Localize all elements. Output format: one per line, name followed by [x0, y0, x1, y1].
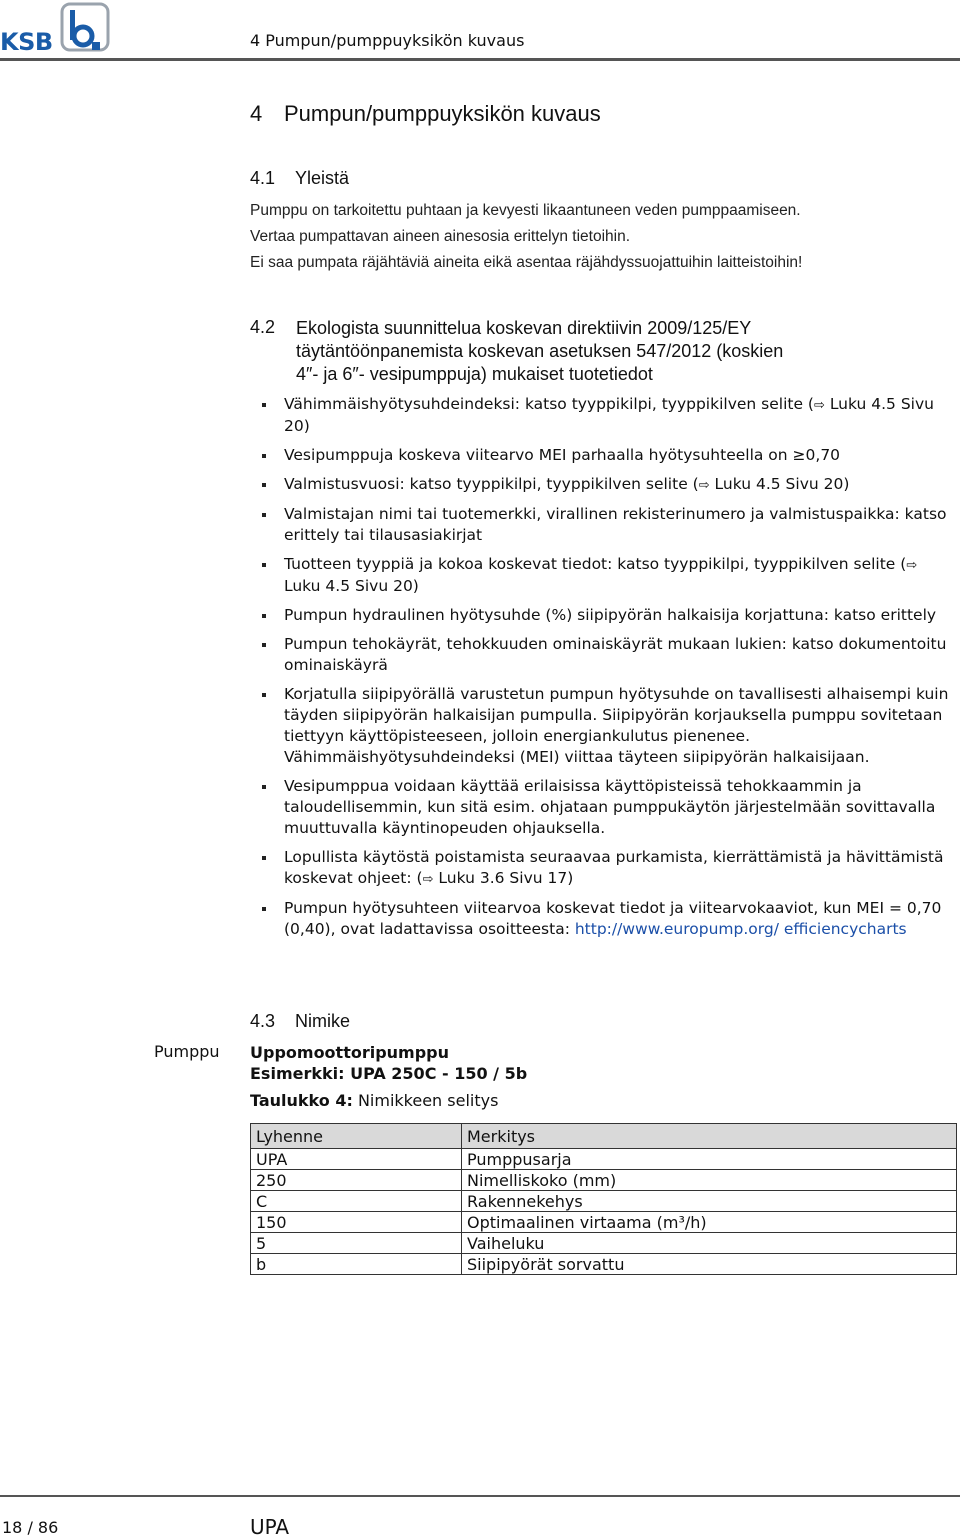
table-cell: Optimaalinen virtaama (m³/h)	[462, 1212, 957, 1233]
footer-product: UPA	[250, 1515, 290, 1539]
arrow-right-icon: ⇨	[698, 478, 710, 493]
header-divider	[0, 58, 960, 61]
designation-example: Esimerkki: UPA 250C - 150 / 5b	[250, 1064, 528, 1083]
body-line: Ei saa pumpata räjähtäviä aineita eikä asentaa räjähdyssuojattuihin laitteistoihin!	[250, 254, 803, 271]
pump-type: Uppomoottoripumppu	[250, 1043, 450, 1062]
section-number: 4.3	[250, 1011, 276, 1031]
europump-link[interactable]: http://www.europump.org/ efficiencycharts	[574, 920, 907, 938]
list-item: Lopullista käytöstä poistamista seuraavaa purkamista, kierrättämistä ja hävittämistä koskevat ohjeet: (⇨ Luku 3.6 Sivu 17)	[262, 847, 952, 890]
arrow-right-icon: ⇨	[813, 398, 825, 413]
ksb-logo-text: KSB	[0, 28, 53, 56]
table-cell: b	[251, 1254, 462, 1275]
bullet-icon	[262, 856, 266, 860]
chapter-number: 4	[250, 101, 263, 126]
cross-reference[interactable]: Luku 4.5 Sivu 20)	[284, 577, 419, 595]
column-header: Lyhenne	[251, 1124, 462, 1149]
cross-reference[interactable]: Luku 3.6 Sivu 17)	[433, 869, 574, 887]
side-label: Pumppu	[154, 1042, 220, 1061]
bullet-icon	[262, 483, 266, 487]
table-row	[251, 1191, 957, 1212]
arrow-right-icon: ⇨	[422, 872, 434, 887]
chapter-title	[250, 101, 601, 127]
list-item: Vesipumppuja koskeva viitearvo MEI parhaalla hyötysuhteella on ≥0,70	[262, 445, 952, 466]
page-number: 18 / 86	[2, 1518, 59, 1537]
chapter-title-text: Pumpun/pumppuyksikön kuvaus	[284, 101, 601, 126]
table-cell: Vaiheluku	[462, 1233, 957, 1254]
list-item: Valmistusvuosi: katso tyyppikilpi, tyyppikilven selite (⇨ Luku 4.5 Sivu 20)	[262, 474, 952, 496]
bullet-icon	[262, 454, 266, 458]
list-item: Pumpun hydraulinen hyötysuhde (%) siipipyörän halkaisija korjattuna: katso erittely	[262, 605, 952, 626]
list-item: Vesipumppua voidaan käyttää erilaisissa käyttöpisteissä tehokkaammin ja taloudellisemmin, kun sitä esim. ohjataan pumppukäytön järjestelmään sovittavalla muuttuvalla käyntinopeuden ohjauksella.	[262, 776, 952, 839]
table-cell: C	[251, 1191, 462, 1212]
bullet-icon	[262, 643, 266, 647]
table-row	[251, 1254, 957, 1275]
section-4-3-heading	[250, 1011, 350, 1032]
running-title: 4 Pumpun/pumppuyksikön kuvaus	[250, 31, 525, 50]
arrow-right-icon: ⇨	[906, 558, 918, 573]
bullet-icon	[262, 907, 266, 911]
product-info-list	[262, 394, 952, 948]
table-row	[251, 1170, 957, 1191]
section-4-2-heading	[250, 317, 810, 386]
bullet-icon	[262, 614, 266, 618]
ksb-logo-mark-icon	[58, 2, 112, 54]
footer-divider	[0, 1495, 960, 1497]
table-cell: 5	[251, 1233, 462, 1254]
list-item: Pumpun hyötysuhteen viitearvoa koskevat tiedot ja viitearvokaaviot, kun MEI = 0,70 (0,40), ovat ladattavissa osoitteesta: http://www.europump.org/ efficiencycharts	[262, 898, 952, 940]
table-caption-label: Taulukko 4:	[250, 1091, 353, 1110]
designation-table	[250, 1123, 957, 1275]
section-number: 4.2	[250, 317, 276, 337]
table-cell: Nimelliskoko (mm)	[462, 1170, 957, 1191]
body-line: Vertaa pumpattavan aineen ainesosia erittelyn tietoihin.	[250, 228, 630, 245]
list-item: Pumpun tehokäyrät, tehokkuuden ominaiskäyrät mukaan lukien: katso dokumentoitu ominaiskäyrä	[262, 634, 952, 676]
list-item: Korjatulla siipipyörällä varustetun pumpun hyötysuhde on tavallisesti alhaisempi kuin täyden siipipyörän halkaisijan pumpulla. Siipipyörän korjauksella pumppu sovitetaan tiettyyn käyttöpisteeseen, jolloin energiankulutus pienenee. Vähimmäishyötysuhdeindeksi (MEI) viittaa täyteen siipipyörän halkaisijaan.	[262, 684, 952, 768]
bullet-icon	[262, 563, 266, 567]
bullet-icon	[262, 785, 266, 789]
body-line: Pumppu on tarkoitettu puhtaan ja kevyesti likaantuneen veden pumppaamiseen.	[250, 202, 801, 219]
cross-reference[interactable]: Luku 4.5 Sivu 20)	[709, 475, 850, 493]
bullet-icon	[262, 513, 266, 517]
section-title: Yleistä	[295, 168, 350, 188]
table-cell: Siipipyörät sorvattu	[462, 1254, 957, 1275]
ksb-logo	[0, 2, 114, 54]
section-title: Nimike	[295, 1011, 351, 1031]
table-caption	[250, 1091, 498, 1110]
table-row	[251, 1233, 957, 1254]
bullet-icon	[262, 403, 266, 407]
list-item: Tuotteen tyyppiä ja kokoa koskevat tiedot: katso tyyppikilpi, tyyppikilven selite (⇨ Luku 4.5 Sivu 20)	[262, 554, 952, 597]
table-header-row	[251, 1124, 957, 1149]
list-item: Valmistajan nimi tai tuotemerkki, virallinen rekisterinumero ja valmistuspaikka: katso erittely tai tilausasiakirjat	[262, 504, 952, 546]
cross-reference[interactable]: Luku 4.5 Sivu 20)	[284, 395, 934, 435]
table-caption-text: Nimikkeen selitys	[352, 1091, 499, 1110]
table-row	[251, 1149, 957, 1170]
table-cell: Pumppusarja	[462, 1149, 957, 1170]
section-number: 4.1	[250, 168, 276, 188]
table-cell: 250	[251, 1170, 462, 1191]
table-cell: 150	[251, 1212, 462, 1233]
table-cell: UPA	[251, 1149, 462, 1170]
section-4-1-heading	[250, 168, 349, 189]
column-header: Merkitys	[462, 1124, 957, 1149]
table-row	[251, 1212, 957, 1233]
list-item: Vähimmäishyötysuhdeindeksi: katso tyyppikilpi, tyyppikilven selite (⇨ Luku 4.5 Sivu 20)	[262, 394, 952, 437]
section-title: Ekologista suunnittelua koskevan direktiivin 2009/125/EY täytäntöönpanemista koskevan asetuksen 547/2012 (koskien 4″- ja 6″- vesipumppuja) mukaiset tuotetiedot	[296, 318, 784, 384]
table-cell: Rakennekehys	[462, 1191, 957, 1212]
pump-designation	[250, 1042, 527, 1084]
bullet-icon	[262, 693, 266, 697]
section-4-1-body	[250, 198, 950, 276]
